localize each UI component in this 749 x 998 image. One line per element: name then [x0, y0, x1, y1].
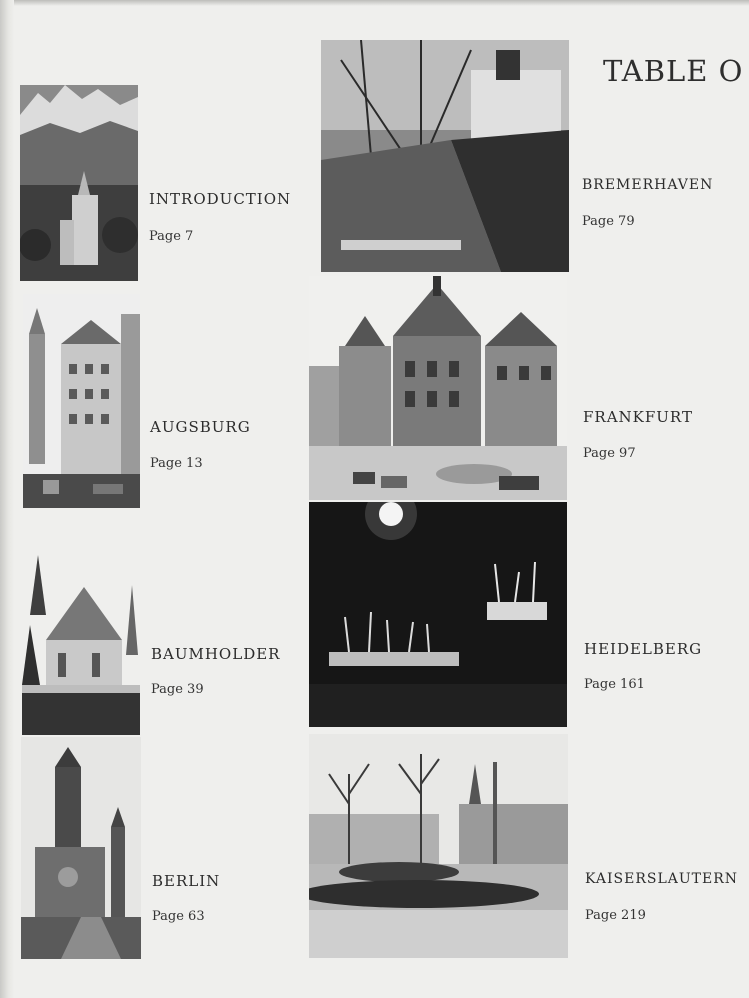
toc-entry-introduction: INTRODUCTION [149, 190, 292, 208]
toc-entry-heidelberg: HEIDELBERG [584, 640, 703, 658]
photo-baumholder-church [22, 545, 140, 735]
toc-page-kaiserslautern: Page 219 [585, 908, 646, 923]
photo-berlin-memorial-church [21, 737, 141, 959]
toc-entry-frankfurt: FRANKFURT [583, 408, 693, 426]
toc-page-bremerhaven: Page 79 [582, 214, 635, 229]
photo-augsburg-tower [23, 294, 140, 508]
toc-entry-berlin: BERLIN [152, 872, 221, 890]
toc-page-baumholder: Page 39 [151, 682, 204, 697]
toc-page-introduction: Page 7 [149, 229, 194, 244]
toc-page-heidelberg: Page 161 [584, 677, 645, 692]
photo-kaiserslautern-fountain [309, 734, 568, 958]
photo-introduction-castle [20, 85, 138, 281]
page-title: TABLE O [603, 54, 744, 88]
toc-page-augsburg: Page 13 [150, 456, 203, 471]
page-top-edge [0, 0, 749, 6]
toc-entry-bremerhaven: BREMERHAVEN [582, 177, 714, 193]
toc-page-berlin: Page 63 [152, 909, 205, 924]
toc-entry-kaiserslautern: KAISERSLAUTERN [585, 871, 739, 887]
page-binding-edge [0, 0, 14, 998]
toc-entry-augsburg: AUGSBURG [150, 418, 251, 436]
photo-bremerhaven-harbor [321, 40, 569, 272]
photo-heidelberg-night [309, 502, 567, 727]
toc-page-frankfurt: Page 97 [583, 446, 636, 461]
photo-frankfurt-roemer [309, 276, 567, 500]
toc-entry-baumholder: BAUMHOLDER [151, 645, 281, 663]
